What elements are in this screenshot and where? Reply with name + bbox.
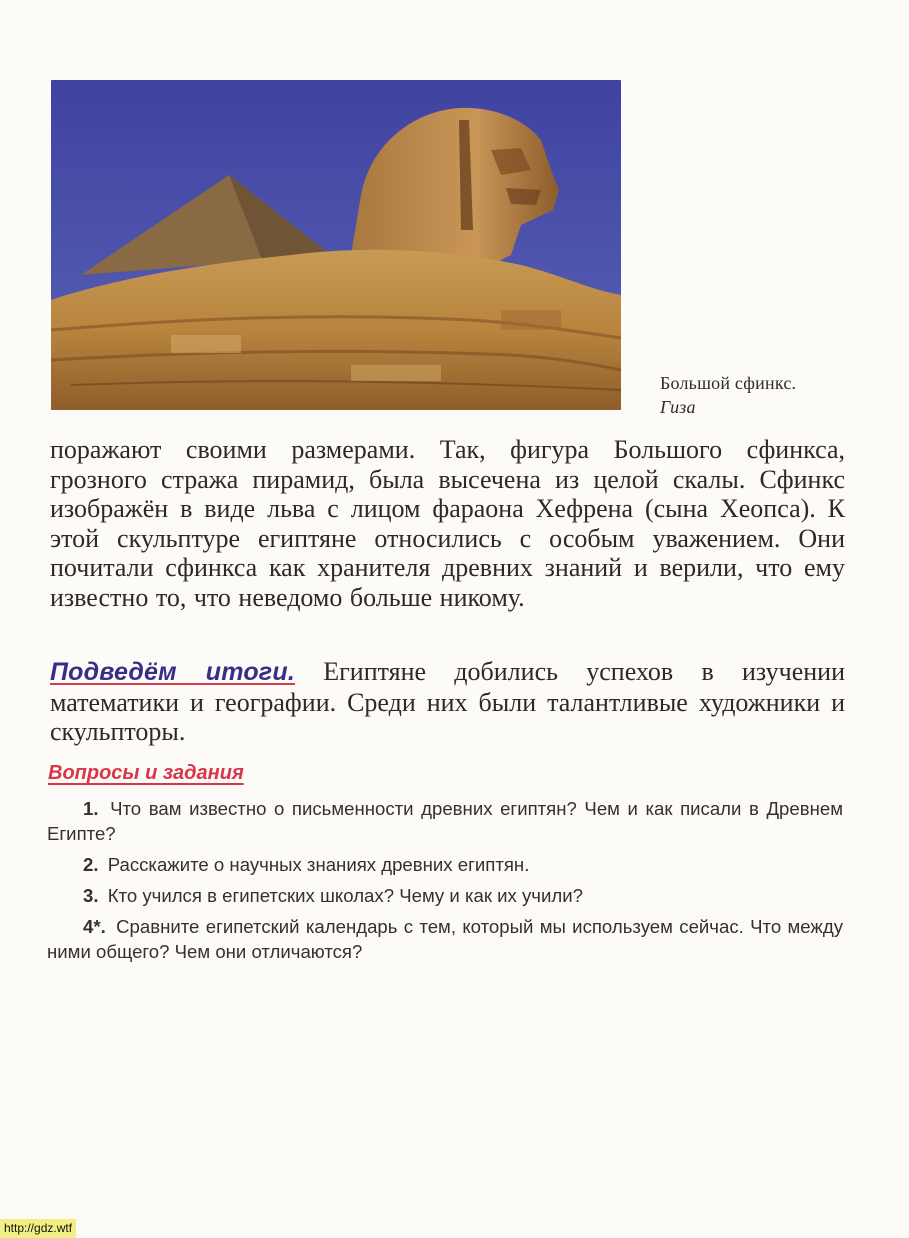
body-paragraph: поражают своими размерами. Так, фигура Большого сфинкса, грозного стража пирамид, была высечена из целой скалы. Сфинкс изображён в виде льва с лицом фараона Хефрена (сына Хеопса). К этой скульптуре египтяне относились с особым уважением. Они почитали сфинкса как хранителя древних знаний и верили, что ему известно то, что неведомо больше никому. — [50, 435, 845, 612]
caption-title: Большой сфинкс. — [660, 373, 797, 393]
questions-list — [47, 796, 843, 970]
question-text: Что вам известно о письменности древних египтян? Чем и как писали в Древнем Египте? — [47, 798, 843, 844]
question-item — [47, 796, 843, 846]
sphinx-illustration — [51, 80, 621, 410]
question-item — [47, 883, 843, 908]
figure-caption — [660, 371, 880, 419]
summary-label: Подведём итоги. — [50, 658, 295, 686]
sphinx-photo — [51, 80, 621, 410]
question-number: 2. — [83, 854, 99, 875]
question-number: 3. — [83, 885, 99, 906]
questions-heading: Вопросы и задания — [48, 762, 244, 784]
question-number: 4*. — [83, 916, 106, 937]
question-number: 1. — [83, 798, 99, 819]
question-item — [47, 852, 843, 877]
summary-paragraph — [50, 657, 845, 747]
source-watermark: http://gdz.wtf — [0, 1219, 76, 1238]
question-item — [47, 914, 843, 964]
question-text: Кто учился в египетских школах? Чему и как их учили? — [107, 885, 583, 906]
summary-text: Египтяне добились успехов в изучении математики и географии. Среди них были талантливые художники и скульпторы. — [50, 657, 845, 747]
question-text: Сравните египетский календарь с тем, который мы используем сейчас. Что между ними общего? Чем они отличаются? — [47, 916, 843, 962]
question-text: Расскажите о научных знаниях древних египтян. — [107, 854, 530, 875]
caption-place: Гиза — [660, 397, 696, 417]
